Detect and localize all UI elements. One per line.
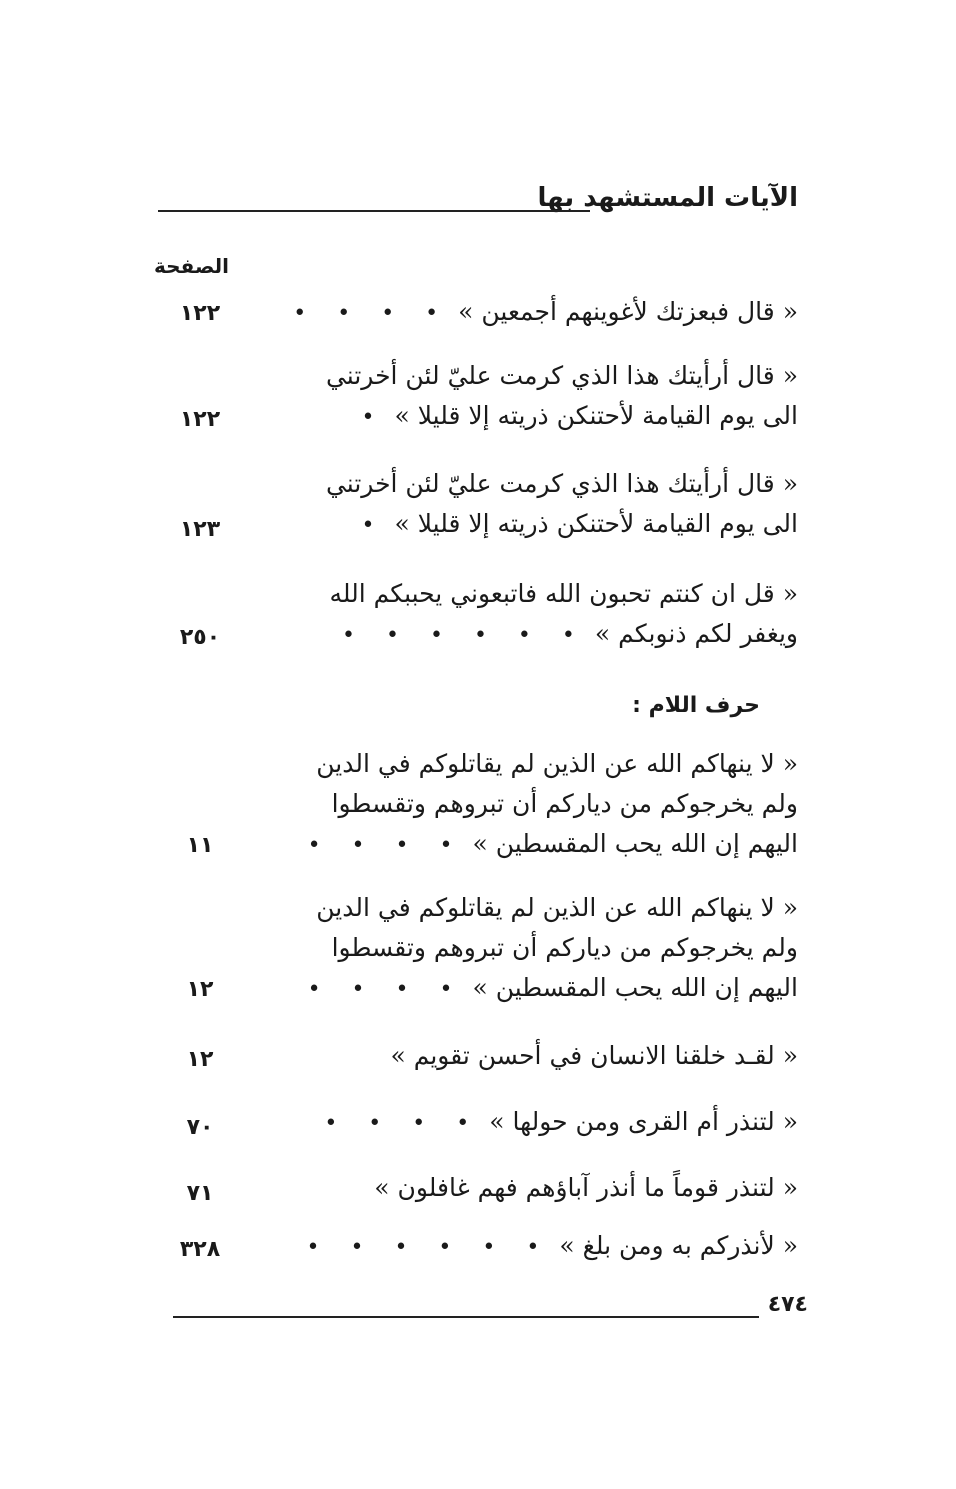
verse-entry (358, 1036, 798, 1076)
verse-line: « قل ان كنتم تحبون الله فاتبعوني يحببكم الله (329, 579, 798, 608)
page-number: ١٢٢ (179, 301, 221, 326)
header-rule (158, 210, 590, 212)
verse-line: « قال أرأيتك هذا الذي كرمت عليّ لئن أخرتني (325, 361, 798, 390)
verse-entry (325, 464, 798, 544)
verse-line: اليهم إن الله يحب المقسطين »• • • • (358, 824, 798, 864)
leader-dots: • • • • (324, 1111, 482, 1136)
verse-line: « لتنذر أم القرى ومن حولها »• • • • (358, 1102, 798, 1142)
verse-line: الى يوم القيامة لأحتنكن ذريته إلا قليلا »• (358, 504, 798, 544)
verse-entry (329, 574, 798, 654)
page-number: ١٢ (186, 977, 214, 1002)
verse-entry (324, 1102, 798, 1142)
folio-page-number: ٤٧٤ (767, 1292, 808, 1317)
page-number: ٢٥٠ (179, 625, 221, 650)
verse-line: « لا ينهاكم الله عن الذين لم يقاتلوكم في الدين (316, 749, 798, 778)
verse-entry (307, 888, 798, 1008)
leader-dots: • (361, 405, 387, 430)
verse-entry (325, 356, 798, 436)
verse-entry (306, 1226, 798, 1266)
verse-line: « لقـد خلقنا الانسان في أحسن تقويم » (390, 1041, 798, 1070)
verse-entry (358, 1168, 798, 1208)
leader-dots: • • • • (293, 301, 451, 326)
verse-line: اليهم إن الله يحب المقسطين »• • • • (358, 968, 798, 1008)
verse-line: « لا ينهاكم الله عن الذين لم يقاتلوكم في الدين (316, 893, 798, 922)
page-number: ٣٢٨ (179, 1237, 221, 1262)
page-number: ١٢٢ (179, 407, 221, 432)
page-column-label: الصفحة (154, 254, 230, 278)
page-number: ١٢٣ (179, 517, 221, 542)
verse-entry (293, 292, 798, 332)
section-heading: حرف اللام : (632, 693, 760, 718)
leader-dots: • (361, 513, 387, 538)
leader-dots: • • • • • • (306, 1235, 552, 1260)
page-number: ٧١ (186, 1181, 214, 1206)
page-number: ١٢ (186, 1047, 214, 1072)
footer-rule (173, 1316, 759, 1318)
verse-line: « قال أرأيتك هذا الذي كرمت عليّ لئن أخرتني (325, 469, 798, 498)
verse-line: « قال فبعزتك لأغوينهم أجمعين »• • • • (358, 292, 798, 332)
verse-entry (307, 744, 798, 864)
running-header: الآيات المستشهد بها (537, 183, 798, 213)
verse-line: « لأنذركم به ومن بلغ »• • • • • • (358, 1226, 798, 1266)
verse-line: الى يوم القيامة لأحتنكن ذريته إلا قليلا »• (358, 396, 798, 436)
leader-dots: • • • • • • (342, 623, 587, 648)
page-number: ١١ (186, 833, 214, 858)
leader-dots: • • • • (307, 833, 465, 858)
page-number: ٧٠ (186, 1115, 214, 1140)
leader-dots: • • • • (307, 977, 465, 1002)
verse-line: ويغفر لكم ذنوبكم »• • • • • • (358, 614, 798, 654)
verse-line: « لتنذر قوماً ما أنذر آباؤهم فهم غافلون » (374, 1173, 798, 1202)
verse-line: ولم يخرجوكم من دياركم أن تبروهم وتقسطوا (331, 789, 798, 818)
verse-line: ولم يخرجوكم من دياركم أن تبروهم وتقسطوا (331, 933, 798, 962)
